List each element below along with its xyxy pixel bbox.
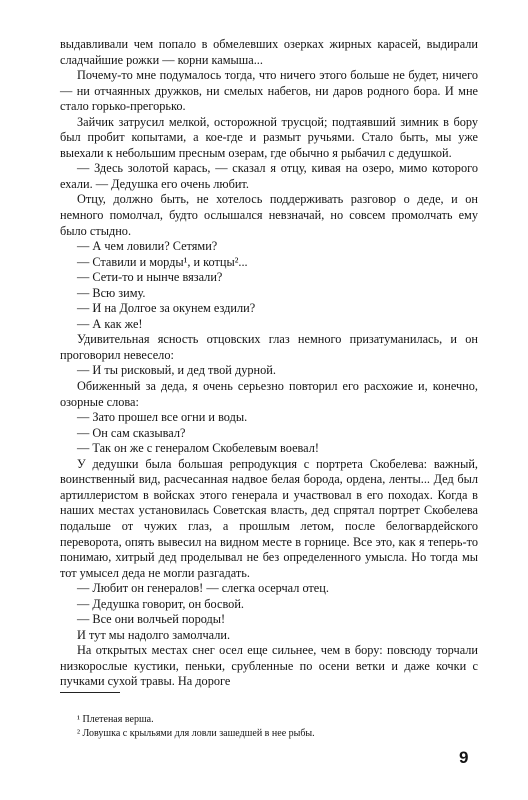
paragraph: — Здесь золотой карась, — сказал я отцу, кивая на озеро, мимо которого ехали. — Дедушка его очень любит. — [60, 161, 478, 191]
paragraph: — Любит он генералов! — слегка осерчал отец. — [77, 581, 329, 596]
paragraph: Обиженный за деда, я очень серьезно повторил его расхожие и, конечно, озорные слова: — [60, 379, 478, 409]
page-body-text — [60, 37, 478, 690]
footnote: ¹ Плетеная верша. — [77, 714, 154, 725]
paragraph: — Так он же с генералом Скобелевым воевал! — [77, 441, 319, 456]
paragraph: И тут мы надолго замолчали. — [77, 627, 231, 642]
paragraph: — Всю зиму. — [77, 285, 146, 300]
page-number: 9 — [459, 748, 469, 767]
paragraph: На открытых местах снег осел еще сильнее, чем в бору: повсюду торчали низкорослые кустики, пеньки, срубленные по осени ветки и даже кочки с пучками сухой травы. На дороге — [60, 643, 478, 689]
paragraph: — Дедушка говорит, он босвой. — [77, 596, 244, 611]
paragraph: Удивительная ясность отцовских глаз немного призатуманилась, и он проговорил невесело: — [60, 332, 478, 362]
footnote-divider — [60, 692, 120, 693]
paragraph: Почему-то мне подумалось тогда, что ничего этого больше не будет, ничего — ни отчаянных дружков, ни смелых набегов, ни даров родного бора. И мне стало горько-прегорько. — [60, 68, 478, 114]
footnote: ² Ловушка с крыльями для ловли зашедшей в нее рыбы. — [77, 728, 315, 739]
paragraph: выдавливали чем попало в обмелевших озерках жирных карасей, выдирали сладчайшие рожки — корни камыша... — [60, 37, 478, 67]
paragraph: — А как же! — [77, 316, 143, 331]
paragraph: Зайчик затрусил мелкой, осторожной трусцой; подтаявший зимник в бору был пробит копытами, а кое-где и размыт ручьями. Стало быть, мы уже выехали к небольшим пресным озерам, где обычно я рыбачил с дедушкой. — [60, 114, 478, 160]
paragraph: — Ставили и морды¹, и котцы²... — [77, 254, 248, 269]
paragraph: — А чем ловили? Сетями? — [77, 239, 218, 254]
paragraph: — И ты рисковый, и дед твой дурной. — [77, 363, 276, 378]
paragraph: — Зато прошел все огни и воды. — [77, 410, 248, 425]
paragraph: У дедушки была большая репродукция с портрета Скобелева: важный, воинственный вид, расчесанная надвое белая борода, ордена, ленты... Дед был артиллеристом в войсках этого генерала и участвовал в его походах. Когда в наших местах установилась Советская власть, дед спрятал портрет Скобелева подальше от чужих глаз, а прошлым летом, после белогвардейского переворота, опять вывесил на видном месте в горнице. Все это, как я теперь-то понимаю, хитрый дед проделывал не без определенного умысла. Но тогда мы тот умысел деда не могли разгадать. — [60, 456, 478, 580]
paragraph: — Он сам сказывал? — [77, 425, 186, 440]
footnotes — [60, 713, 478, 741]
paragraph: — И на Долгое за окунем ездили? — [77, 301, 256, 316]
paragraph: — Все они волчьей породы! — [77, 612, 226, 627]
paragraph: Отцу, должно быть, не хотелось поддерживать разговор о деде, и он немного помолчал, будто ослышался невзначай, но совсем промолчать ему было стыдно. — [60, 192, 478, 238]
paragraph: — Сети-то и нынче вязали? — [77, 270, 223, 285]
